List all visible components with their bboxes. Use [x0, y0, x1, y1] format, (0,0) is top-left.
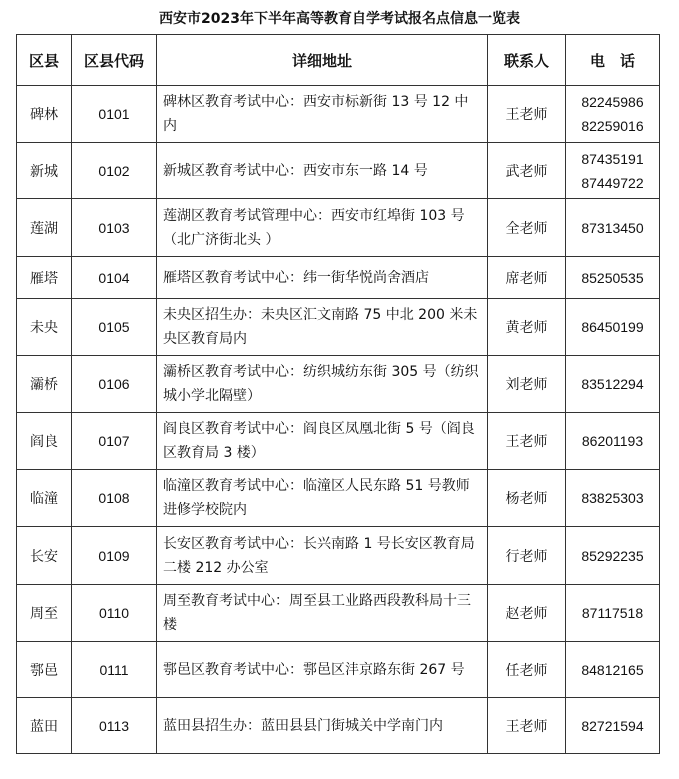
table-row — [17, 642, 660, 698]
code-cell: 0107 — [72, 413, 157, 470]
phone-cell — [566, 356, 660, 413]
table-row — [17, 413, 660, 470]
phone-number: 82245986 — [581, 94, 644, 110]
code-cell: 0110 — [72, 585, 157, 642]
phone-number: 83512294 — [581, 376, 644, 392]
header-row — [17, 35, 660, 86]
contact-cell: 王老师 — [488, 413, 566, 470]
contact-cell: 武老师 — [488, 143, 566, 199]
code-cell: 0104 — [72, 257, 157, 299]
phone-cell — [566, 470, 660, 527]
contact-cell: 席老师 — [488, 257, 566, 299]
contact-cell: 杨老师 — [488, 470, 566, 527]
county-cell: 新城 — [17, 143, 72, 199]
code-cell: 0108 — [72, 470, 157, 527]
code-cell: 0109 — [72, 527, 157, 585]
address-cell: 阎良区教育考试中心：阎良区凤凰北街 5 号（阎良区教育局 3 楼） — [157, 413, 488, 470]
county-cell: 莲湖 — [17, 199, 72, 257]
county-cell: 周至 — [17, 585, 72, 642]
phone-cell — [566, 585, 660, 642]
phone-number: 86201193 — [581, 433, 644, 449]
address-cell: 周至教育考试中心：周至县工业路西段教科局十三楼 — [157, 585, 488, 642]
header-address: 详细地址 — [157, 35, 488, 86]
county-cell: 蓝田 — [17, 698, 72, 754]
county-cell: 阎良 — [17, 413, 72, 470]
address-cell: 碑林区教育考试中心：西安市标新街 13 号 12 中内 — [157, 86, 488, 143]
table-row — [17, 299, 660, 356]
table-row — [17, 199, 660, 257]
address-cell: 雁塔区教育考试中心：纬一街华悦尚舍酒店 — [157, 257, 488, 299]
phone-cell — [566, 413, 660, 470]
header-county: 区县 — [17, 35, 72, 86]
phone-number: 83825303 — [581, 490, 644, 506]
phone-cell — [566, 199, 660, 257]
table-row — [17, 143, 660, 199]
code-cell: 0102 — [72, 143, 157, 199]
code-cell: 0106 — [72, 356, 157, 413]
address-cell: 新城区教育考试中心：西安市东一路 14 号 — [157, 143, 488, 199]
table-row — [17, 257, 660, 299]
contact-cell: 全老师 — [488, 199, 566, 257]
phone-number: 87117518 — [581, 605, 644, 621]
table-row — [17, 86, 660, 143]
contact-cell: 任老师 — [488, 642, 566, 698]
county-cell: 临潼 — [17, 470, 72, 527]
table-row — [17, 470, 660, 527]
phone-cell — [566, 642, 660, 698]
phone-cell — [566, 143, 660, 199]
address-cell: 临潼区教育考试中心：临潼区人民东路 51 号教师进修学校院内 — [157, 470, 488, 527]
contact-cell: 黄老师 — [488, 299, 566, 356]
county-cell: 长安 — [17, 527, 72, 585]
address-cell: 莲湖区教育考试管理中心：西安市红埠街 103 号（北广济街北头 ） — [157, 199, 488, 257]
table-row — [17, 698, 660, 754]
table-row — [17, 527, 660, 585]
address-cell: 未央区招生办：未央区汇文南路 75 中北 200 米未央区教育局内 — [157, 299, 488, 356]
registration-table — [16, 34, 660, 754]
address-cell: 长安区教育考试中心：长兴南路 1 号长安区教育局二楼 212 办公室 — [157, 527, 488, 585]
address-cell: 鄠邑区教育考试中心：鄠邑区沣京路东街 267 号 — [157, 642, 488, 698]
phone-cell — [566, 257, 660, 299]
phone-number: 84812165 — [581, 661, 644, 678]
phone-number: 87313450 — [581, 219, 644, 236]
county-cell: 鄠邑 — [17, 642, 72, 698]
code-cell: 0103 — [72, 199, 157, 257]
phone-cell — [566, 299, 660, 356]
phone-number: 85292235 — [581, 547, 644, 564]
phone-cell — [566, 86, 660, 143]
address-cell: 灞桥区教育考试中心：纺织城纺东街 305 号（纺织城小学北隔壁） — [157, 356, 488, 413]
page-title: 西安市2023年下半年高等教育自学考试报名点信息一览表 — [159, 11, 520, 27]
code-cell: 0111 — [72, 642, 157, 698]
header-phone: 电 话 — [566, 35, 660, 86]
code-cell: 0113 — [72, 698, 157, 754]
phone-number: 82721594 — [581, 717, 644, 734]
county-cell: 灞桥 — [17, 356, 72, 413]
code-cell: 0101 — [72, 86, 157, 143]
table-row — [17, 356, 660, 413]
county-cell: 雁塔 — [17, 257, 72, 299]
contact-cell: 王老师 — [488, 698, 566, 754]
contact-cell: 刘老师 — [488, 356, 566, 413]
contact-cell: 赵老师 — [488, 585, 566, 642]
phone-number: 82259016 — [581, 118, 644, 134]
phone-number: 85250535 — [581, 269, 644, 286]
phone-cell — [566, 698, 660, 754]
header-contact: 联系人 — [488, 35, 566, 86]
county-cell: 未央 — [17, 299, 72, 356]
contact-cell: 王老师 — [488, 86, 566, 143]
phone-cell — [566, 527, 660, 585]
phone-number: 87435191 — [581, 150, 644, 167]
county-cell: 碑林 — [17, 86, 72, 143]
phone-number: 86450199 — [581, 319, 644, 335]
code-cell: 0105 — [72, 299, 157, 356]
table-row — [17, 585, 660, 642]
header-code: 区县代码 — [72, 35, 157, 86]
address-cell: 蓝田县招生办：蓝田县县门街城关中学南门内 — [157, 698, 488, 754]
phone-number: 87449722 — [581, 174, 644, 191]
contact-cell: 行老师 — [488, 527, 566, 585]
